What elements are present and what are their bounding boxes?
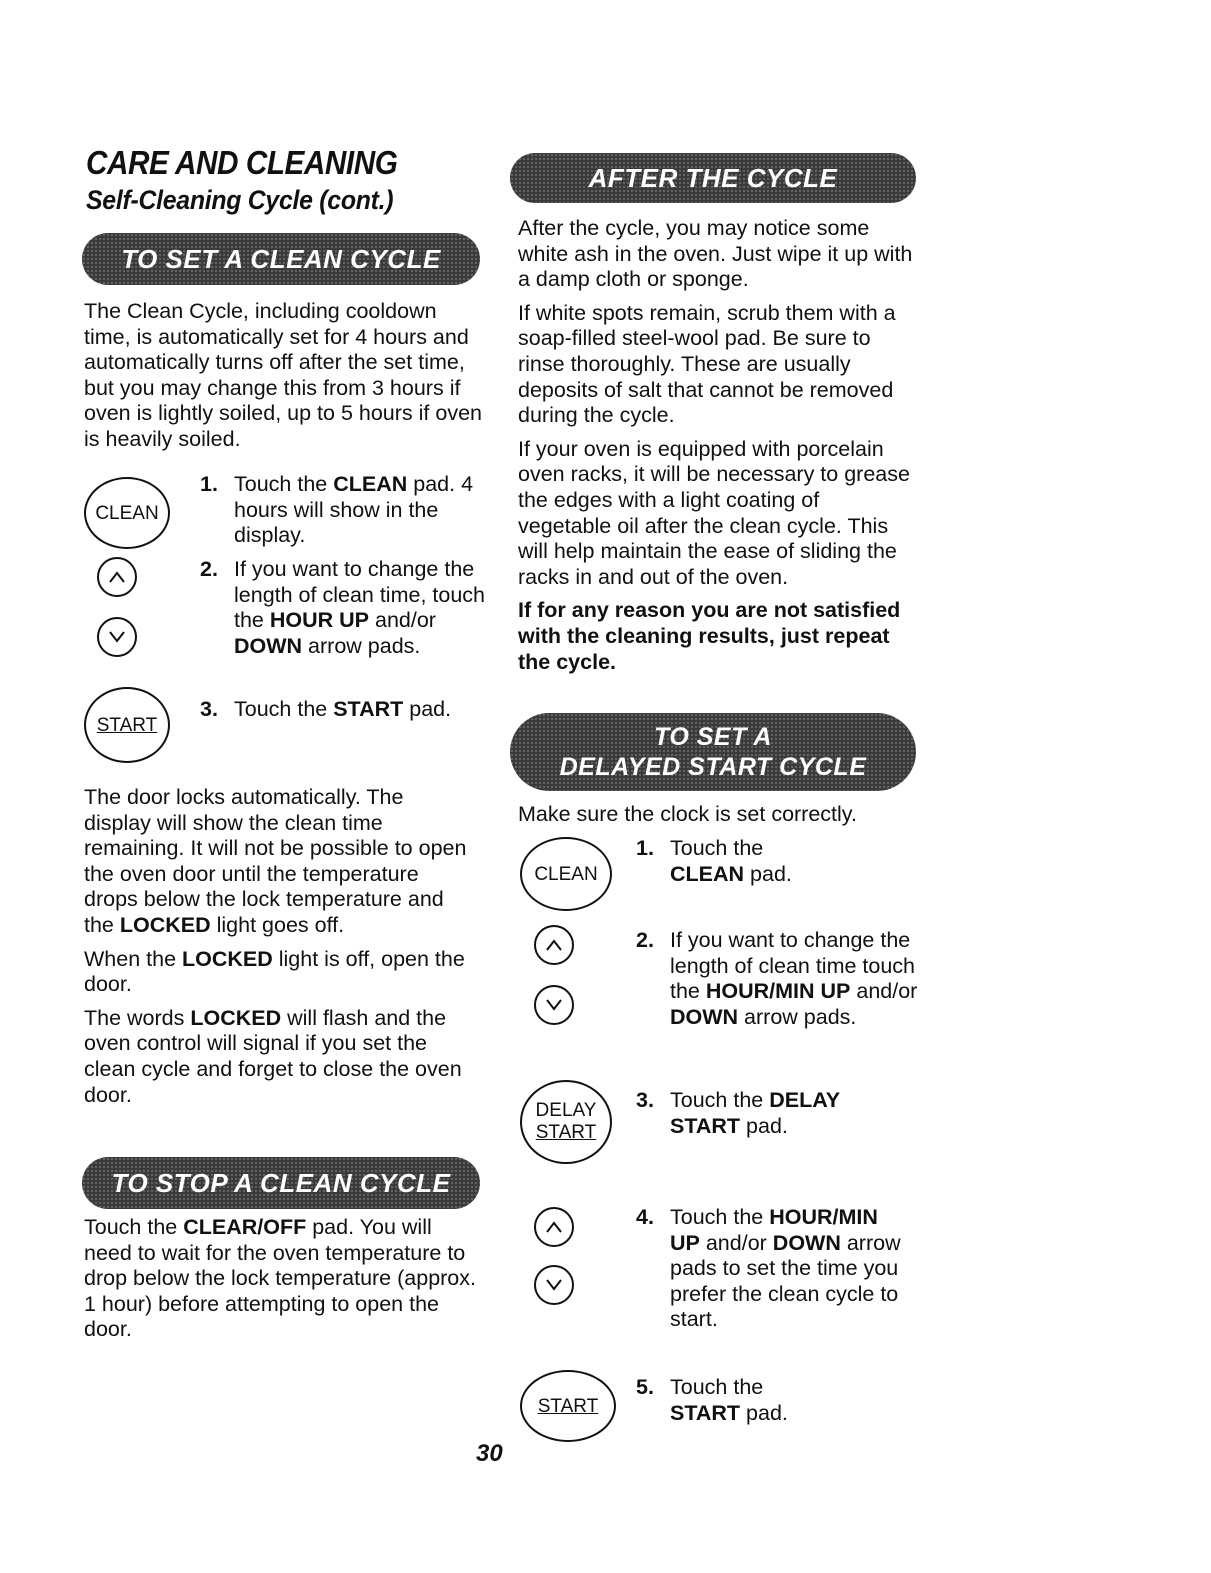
para-text: When the	[84, 946, 182, 971]
step-text-bold: CLEAN	[670, 861, 745, 886]
step-text-bold2: DOWN	[772, 1230, 841, 1255]
step-number: 2.	[200, 557, 218, 581]
delay-pad-label-2: START	[535, 1122, 597, 1143]
page-subtitle: Self-Cleaning Cycle (cont.)	[86, 185, 394, 215]
step-number: 5.	[636, 1375, 654, 1399]
para-bold: LOCKED	[182, 946, 273, 971]
up-arrow-icon	[97, 557, 137, 597]
after-paragraph-3: If your oven is equipped with porcelain oven racks, it will be necessary to grease the edges with a light coating of vegetable oil after the clean cycle. This will help maintain the ease of sliding the racks in and out of the oven.	[518, 436, 910, 589]
step-text	[670, 1205, 910, 1333]
step-text-bold: CLEAN	[333, 472, 408, 496]
down-arrow-icon	[534, 985, 574, 1025]
step-text-bold: START	[670, 1400, 741, 1425]
locked-off-paragraph	[84, 947, 474, 998]
after-cycle-body	[518, 216, 916, 675]
stop-clean-cycle-banner	[82, 1157, 480, 1209]
para-bold: CLEAR/OFF	[183, 1215, 307, 1239]
para-text: pad. You will need to wait for the oven temperature to drop below the lock temperature (approx. 1 hour) before attempting to open the door.	[84, 1215, 476, 1342]
step-text-bold2: DOWN	[670, 1004, 739, 1029]
step-text-mid: and/or	[369, 608, 436, 633]
step-text-post: arrow pads to set the time you prefer the clean cycle to start.	[670, 1230, 901, 1332]
after-bold-paragraph: If for any reason you are not satisfied with the cleaning results, just repeat the cycle.	[518, 598, 901, 674]
start-pad-label: START	[537, 1395, 599, 1417]
locked-flash-paragraph	[84, 1006, 474, 1108]
down-arrow-icon	[97, 617, 137, 657]
step-text-post: pad.	[740, 1113, 788, 1138]
left-body	[84, 785, 474, 1108]
para-text: will flash and the oven control will signal if you set the clean cycle and forget to close the oven door.	[84, 1005, 462, 1107]
step-text-bold: HOUR UP	[269, 608, 370, 633]
step-number: 3.	[636, 1088, 654, 1112]
step-text-post: arrow pads.	[302, 633, 421, 658]
after-paragraph-1: After the cycle, you may notice some white ash in the oven. Just wipe it up with a damp cloth or sponge.	[518, 216, 913, 292]
step-text	[670, 1375, 820, 1426]
clean-pad-icon	[84, 477, 170, 549]
clean-pad-label: CLEAN	[95, 502, 159, 524]
step-text-bold: HOUR/MIN UP	[670, 1205, 878, 1255]
page-title: CARE AND CLEANING	[86, 144, 398, 181]
para-text: light goes off.	[210, 912, 345, 937]
step-text-pre: Touch the	[234, 472, 334, 496]
step-text	[234, 472, 484, 549]
para-bold: LOCKED	[119, 912, 211, 937]
step-text	[670, 928, 920, 1030]
banner-text: TO STOP A CLEAN CYCLE	[111, 1167, 451, 1198]
banner-text: AFTER THE CYCLE	[588, 162, 838, 193]
step-text-pre: Touch the	[670, 836, 764, 860]
step-text	[670, 1088, 870, 1139]
para-bold: LOCKED	[190, 1005, 282, 1030]
banner-text: TO SET A CLEAN CYCLE	[121, 243, 441, 274]
step-number: 1.	[636, 836, 654, 860]
step-number: 1.	[200, 472, 218, 496]
delayed-intro: Make sure the clock is set correctly.	[518, 802, 857, 826]
step-text-pre: Touch the	[670, 1375, 764, 1399]
set-clean-cycle-banner	[82, 233, 480, 285]
step-text	[234, 557, 496, 659]
step-text-post: arrow pads.	[738, 1004, 857, 1029]
step-text-pre: If you want to change the length of clean time, touch the	[234, 557, 485, 633]
step-text-post: pad.	[403, 697, 452, 721]
after-cycle-banner	[510, 153, 916, 203]
banner-line-2: DELAYED START CYCLE	[559, 753, 867, 781]
step-text-bold: START	[333, 697, 404, 721]
step-number: 4.	[636, 1205, 654, 1229]
step-text	[234, 697, 490, 723]
step-text-bold: DELAY START	[670, 1088, 840, 1138]
page-number: 30	[476, 1440, 503, 1467]
step-text-post: pad. 4 hours will show in the display.	[234, 472, 474, 548]
delay-pad-label-1: DELAY	[535, 1100, 597, 1121]
step-text-mid: and/or	[850, 979, 918, 1004]
start-pad-icon	[520, 1370, 616, 1442]
step-number: 2.	[636, 928, 654, 952]
para-text: light is off, open the door.	[84, 946, 465, 997]
after-paragraph-2: If white spots remain, scrub them with a soap-filled steel-wool pad. Be sure to rinse thoroughly. These are usually deposits of salt that cannot be removed during the cycle.	[518, 300, 896, 428]
step-text-bold2: DOWN	[234, 633, 303, 658]
up-arrow-icon	[534, 925, 574, 965]
delayed-start-banner	[510, 713, 916, 791]
up-arrow-icon	[534, 1207, 574, 1247]
step-text	[670, 836, 820, 887]
step-number: 3.	[200, 697, 218, 721]
down-arrow-icon	[534, 1265, 574, 1305]
banner-line-1: TO SET A	[654, 723, 772, 751]
delay-start-pad-icon	[520, 1080, 612, 1164]
step-text-mid: and/or	[699, 1230, 773, 1255]
step-text-bold: HOUR/MIN UP	[705, 979, 851, 1004]
step-text-post: pad.	[740, 1400, 788, 1425]
clean-pad-icon	[520, 837, 612, 911]
para-text: Touch the	[84, 1215, 184, 1239]
step-text-pre: Touch the	[670, 1088, 770, 1112]
para-text: The door locks automatically. The display will show the clean time remaining. It will not be possible to open the oven door until the temperature drops below the lock temperature and the	[84, 785, 467, 937]
step-text-post: pad.	[744, 861, 792, 886]
step-text-pre: If you want to change the length of clean time touch the	[670, 928, 916, 1004]
stop-clean-paragraph	[84, 1215, 484, 1343]
clean-cycle-intro: The Clean Cycle, including cooldown time, is automatically set for 4 hours and automatically turns off after the set time, but you may change this from 3 hours if oven is lightly soiled, up to 5 hours if oven is heavily soiled.	[84, 299, 482, 451]
door-locks-paragraph	[84, 785, 474, 939]
start-pad-label: START	[96, 714, 158, 736]
step-text-pre: Touch the	[670, 1205, 770, 1229]
start-pad-icon	[84, 687, 170, 763]
clean-pad-label: CLEAN	[534, 863, 598, 885]
step-text-pre: Touch the	[234, 697, 334, 721]
para-text: The words	[84, 1005, 191, 1030]
